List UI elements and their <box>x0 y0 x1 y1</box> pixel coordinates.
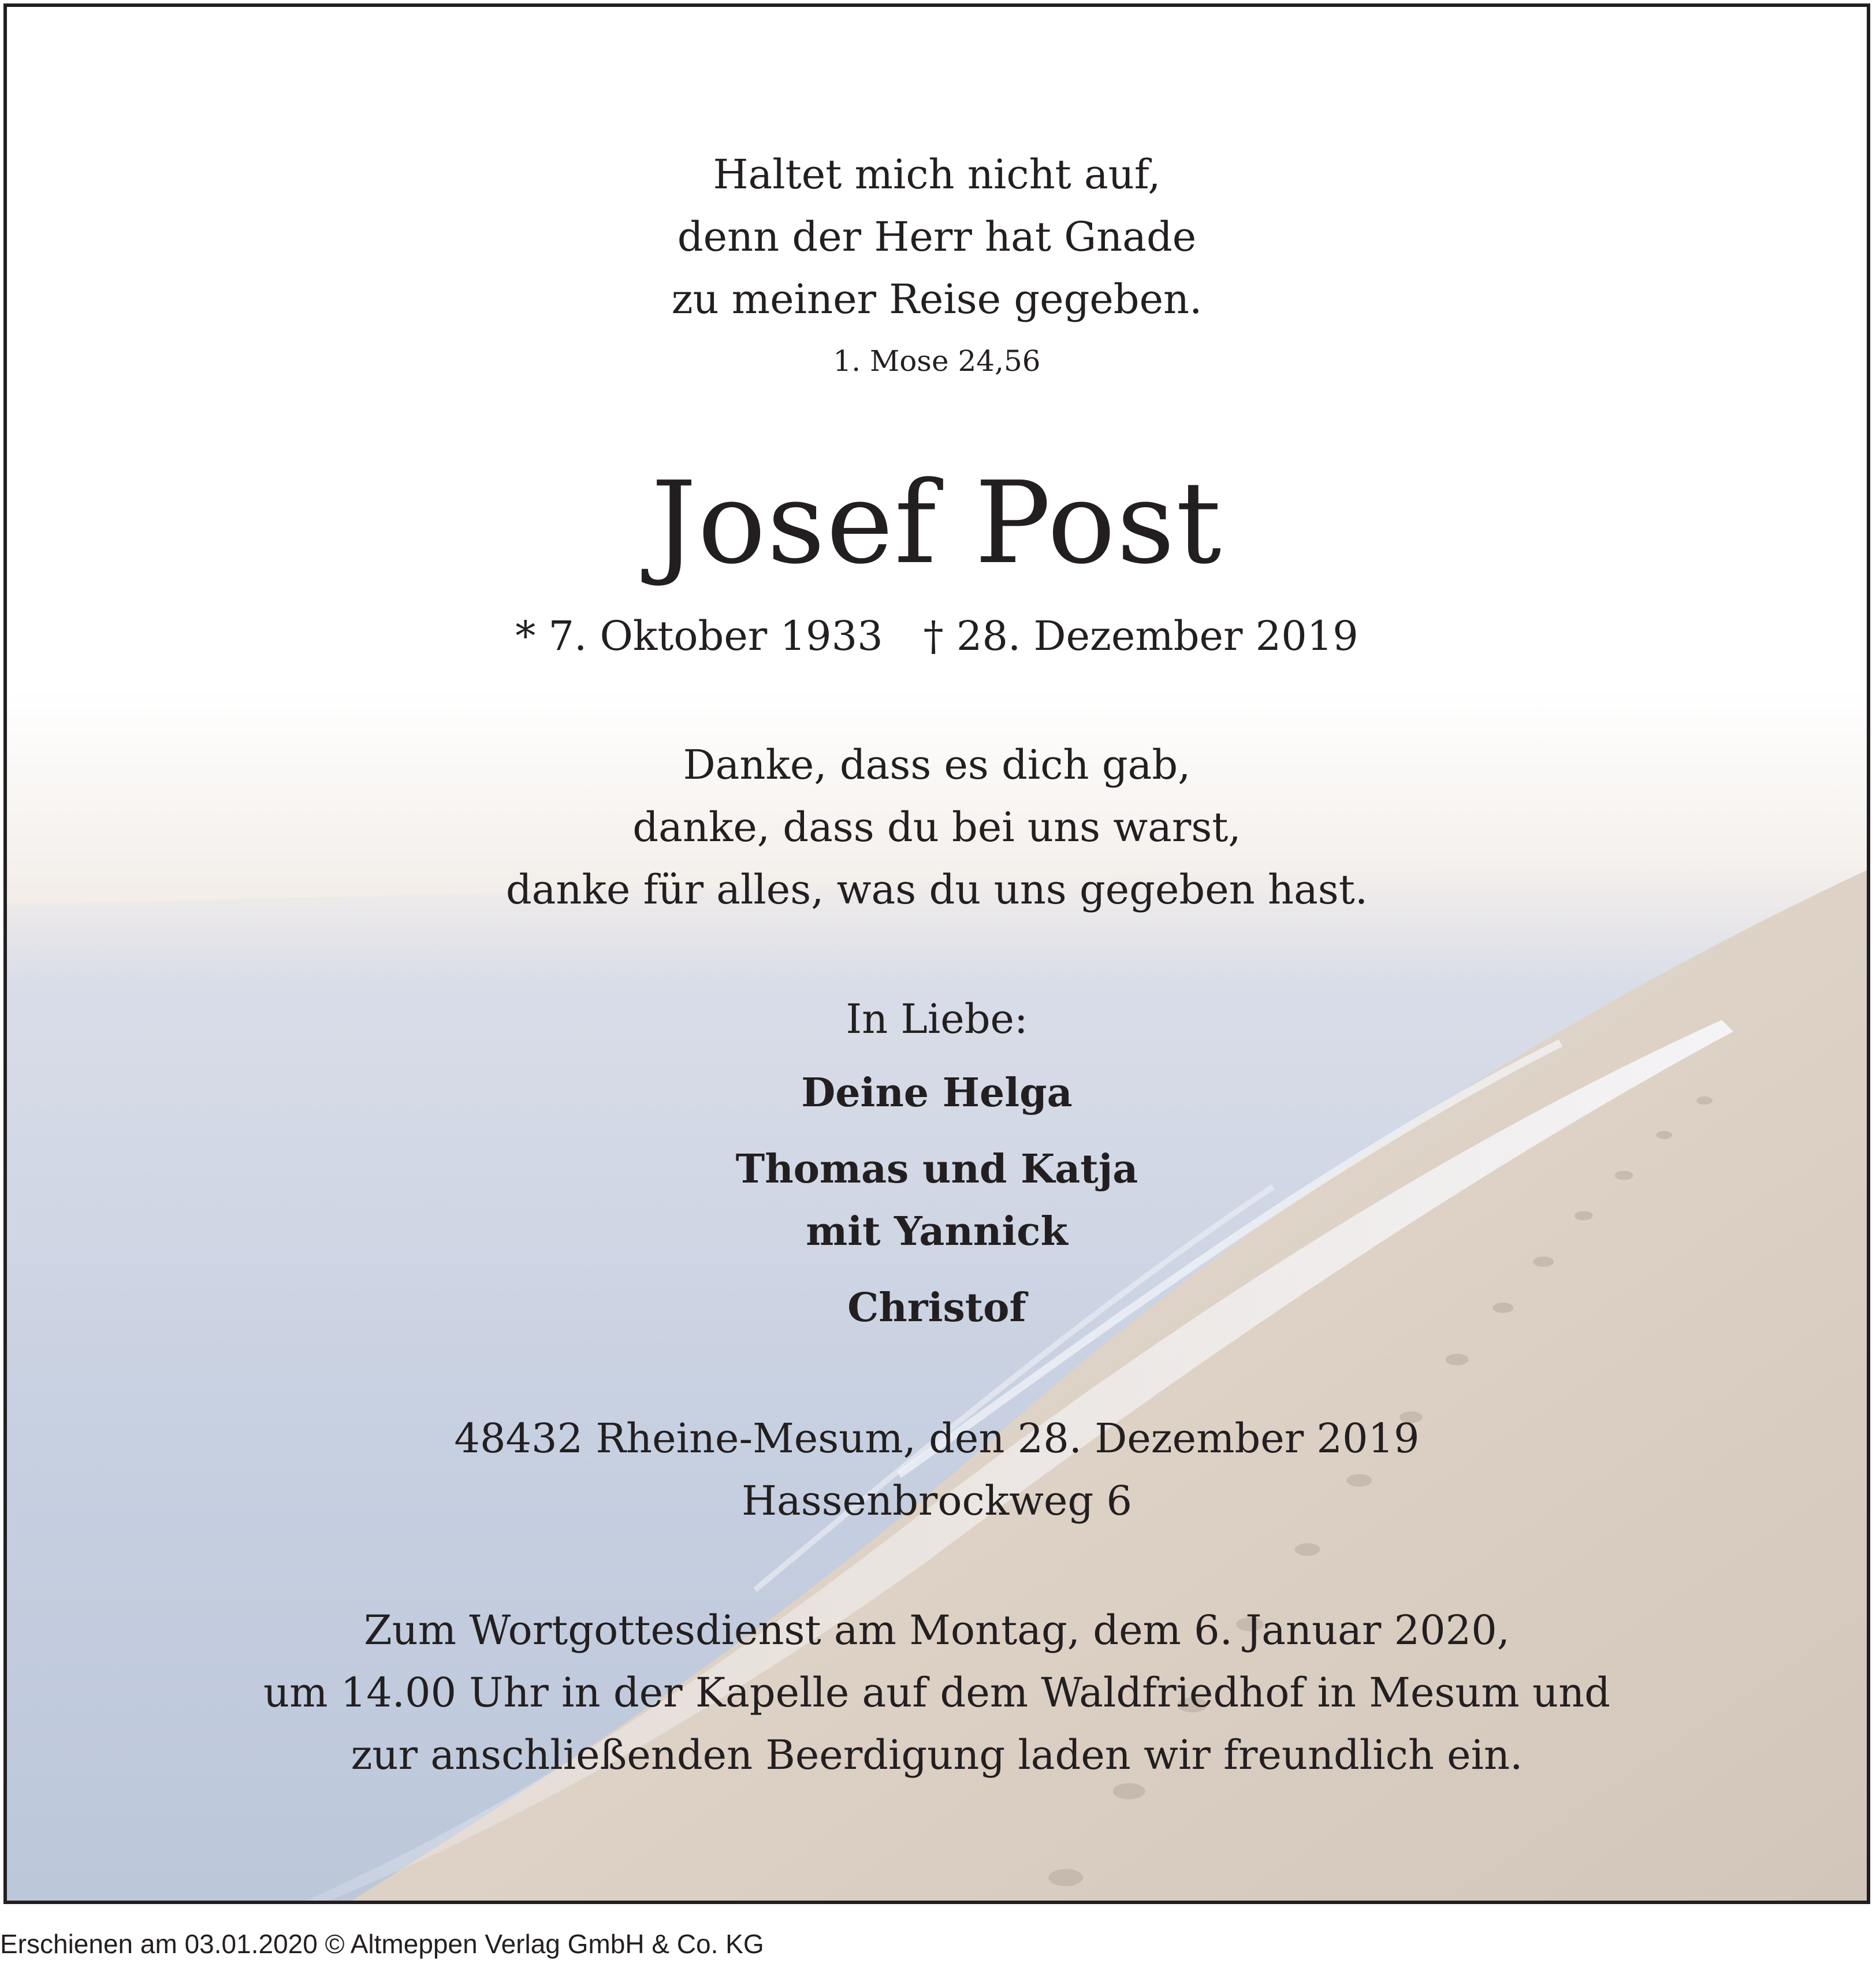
place-date: 48432 Rheine-Mesum, den 28. Dezember 2019 <box>454 1415 1420 1462</box>
service-line: zur anschließenden Beerdigung laden wir freundlich ein. <box>351 1731 1523 1779</box>
thanks-line: danke für alles, was du uns gegeben hast. <box>505 866 1368 913</box>
publication-footer: Erschienen am 03.01.2020 © Altmeppen Verlag GmbH & Co. KG <box>0 1929 764 1959</box>
motto-line: Haltet mich nicht auf, <box>713 151 1161 198</box>
street-address: Hassenbrockweg 6 <box>741 1477 1133 1525</box>
life-dates <box>7 612 1867 660</box>
thanks-line: danke, dass du bei uns warst, <box>632 804 1241 851</box>
motto-line: zu meiner Reise gegeben. <box>671 276 1203 323</box>
mourner-name: mit Yannick <box>806 1209 1068 1255</box>
mourner-name: Thomas und Katja <box>735 1146 1138 1192</box>
deceased-name: Josef Post <box>651 458 1223 589</box>
in-love-label: In Liebe: <box>846 995 1028 1043</box>
birth-date: * 7. Oktober 1933 <box>515 612 883 660</box>
motto-line: denn der Herr hat Gnade <box>677 213 1197 261</box>
service-line: um 14.00 Uhr in der Kapelle auf dem Waldfriedhof in Mesum und <box>263 1669 1610 1716</box>
service-line: Zum Wortgottesdienst am Montag, dem 6. Januar 2020, <box>364 1607 1510 1654</box>
motto-reference: 1. Mose 24,56 <box>833 344 1041 378</box>
thanks-line: Danke, dass es dich gab, <box>683 741 1191 789</box>
mourner-name: Christof <box>847 1285 1026 1331</box>
death-date: † 28. Dezember 2019 <box>923 612 1358 660</box>
obituary-notice <box>3 3 1870 1904</box>
mourner-name: Deine Helga <box>801 1070 1073 1116</box>
